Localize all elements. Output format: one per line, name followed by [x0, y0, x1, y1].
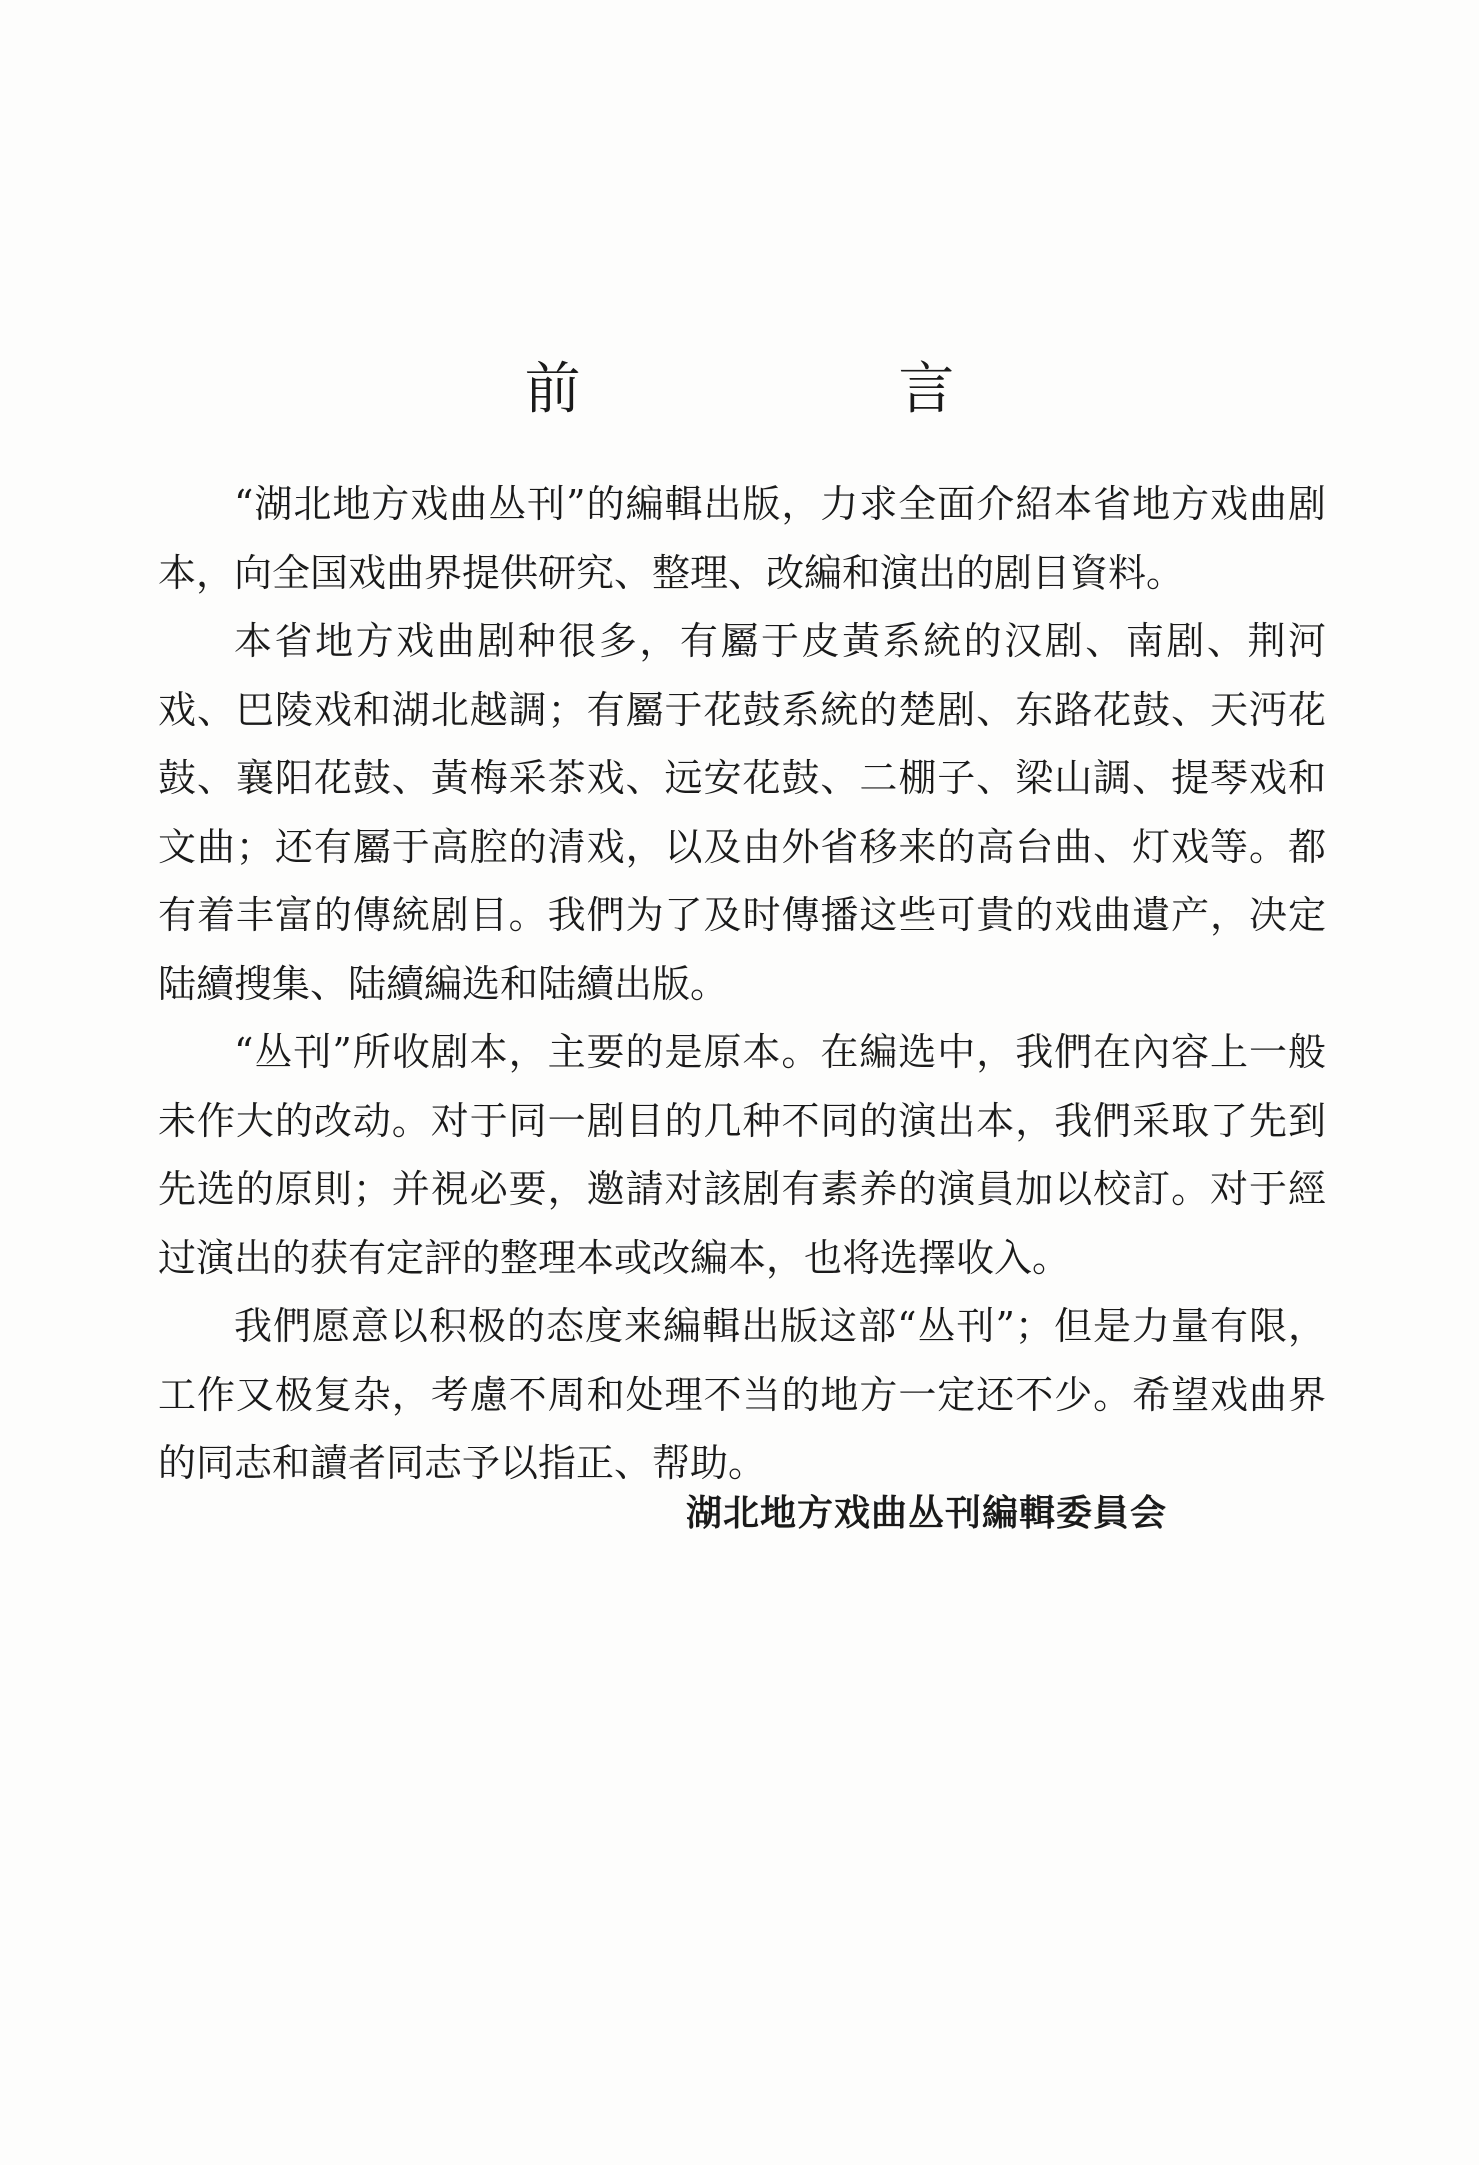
signature: 湖北地方戏曲丛刊編輯委員会	[686, 1493, 1168, 1534]
preface-body	[158, 470, 1326, 1498]
paragraph: “湖北地方戏曲丛刊”的編輯出版，力求全面介紹本省地方戏曲剧本，向全国戏曲界提供研究、整理、改編和演出的剧目資料。	[158, 482, 1326, 595]
paragraph: 我們愿意以积极的态度来編輯出版这部“丛刊”；但是力量有限，工作又极复杂，考慮不周和处理不当的地方一定还不少。希望戏曲界的同志和讀者同志予以指正、帮助。	[158, 1304, 1326, 1485]
page-title: 前 言	[524, 357, 1105, 422]
paragraph: “丛刊”所收剧本，主要的是原本。在編选中，我們在內容上一般未作大的改动。对于同一剧目的几种不同的演出本，我們采取了先到先选的原則；并視必要，邀請对該剧有素养的演員加以校訂。对于經过演出的获有定評的整理本或改編本，也将选擇收入。	[158, 1030, 1326, 1280]
paragraph: 本省地方戏曲剧种很多，有屬于皮黃系統的汉剧、南剧、荆河戏、巴陵戏和湖北越調；有屬于花鼓系統的楚剧、东路花鼓、天沔花鼓、襄阳花鼓、黃梅采茶戏、远安花鼓、二棚子、梁山調、提琴戏和文曲；还有屬于高腔的清戏，以及由外省移来的高台曲、灯戏等。都有着丰富的傳統剧目。我們为了及时傳播这些可貴的戏曲遺产，决定陆續搜集、陆續編选和陆續出版。	[158, 619, 1326, 1006]
